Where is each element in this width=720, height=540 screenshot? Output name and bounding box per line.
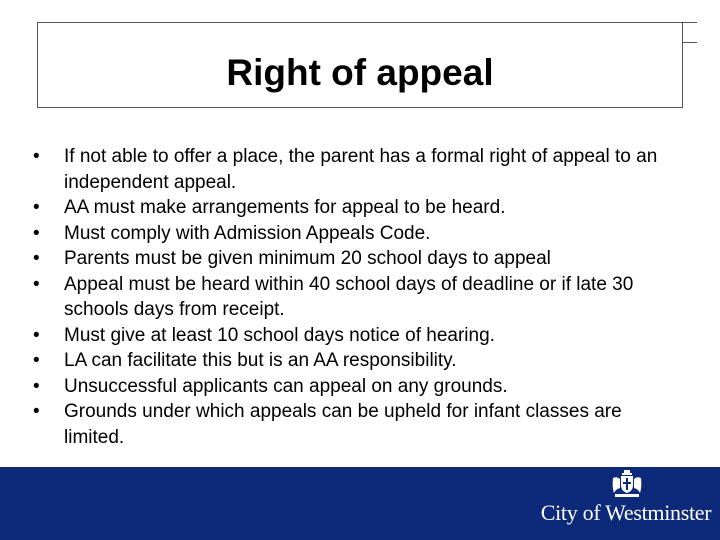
list-item: [33, 399, 683, 450]
list-item: [33, 374, 683, 400]
list-item: [33, 348, 683, 374]
list-item: [33, 246, 683, 272]
city-crest-icon: [610, 470, 644, 498]
list-item: [33, 323, 683, 349]
bullet-text: Appeal must be heard within 40 school days of deadline or if late 30 schools days from receipt.: [64, 273, 634, 320]
bullet-text: Must comply with Admission Appeals Code.: [64, 222, 431, 244]
bullet-dot: •: [33, 324, 40, 346]
bullet-dot: •: [33, 146, 40, 167]
bullet-dot: •: [33, 273, 40, 295]
list-item: [33, 195, 683, 221]
corner-decoration-line: [683, 22, 697, 23]
slide-title: Right of appeal: [226, 52, 494, 93]
bullet-dot: •: [33, 375, 40, 397]
bullet-dot: •: [33, 350, 40, 371]
brand-name: City of Westminster: [540, 500, 712, 525]
bullet-list: [33, 144, 683, 450]
corner-decoration-line: [683, 42, 697, 43]
bullet-text: Unsuccessful applicants can appeal on any grounds.: [64, 375, 508, 397]
list-item: [33, 272, 683, 323]
bullet-text: Parents must be given minimum 20 school days to appeal: [64, 248, 551, 269]
bullet-text: Grounds under which appeals can be upheld for infant classes are limited.: [64, 401, 622, 448]
bullet-dot: •: [33, 197, 40, 218]
bullet-text: AA must make arrangements for appeal to be heard.: [64, 197, 506, 218]
list-item: [33, 221, 683, 247]
bullet-dot: •: [33, 248, 40, 269]
list-item: [33, 144, 683, 195]
bullet-text: LA can facilitate this but is an AA responsibility.: [64, 350, 457, 371]
bullet-dot: •: [33, 401, 40, 422]
bullet-dot: •: [33, 222, 40, 244]
title-box: [37, 22, 683, 108]
bullet-text: Must give at least 10 school days notice of hearing.: [64, 324, 495, 346]
bullet-text: If not able to offer a place, the parent has a formal right of appeal to an independent appeal.: [64, 146, 658, 193]
